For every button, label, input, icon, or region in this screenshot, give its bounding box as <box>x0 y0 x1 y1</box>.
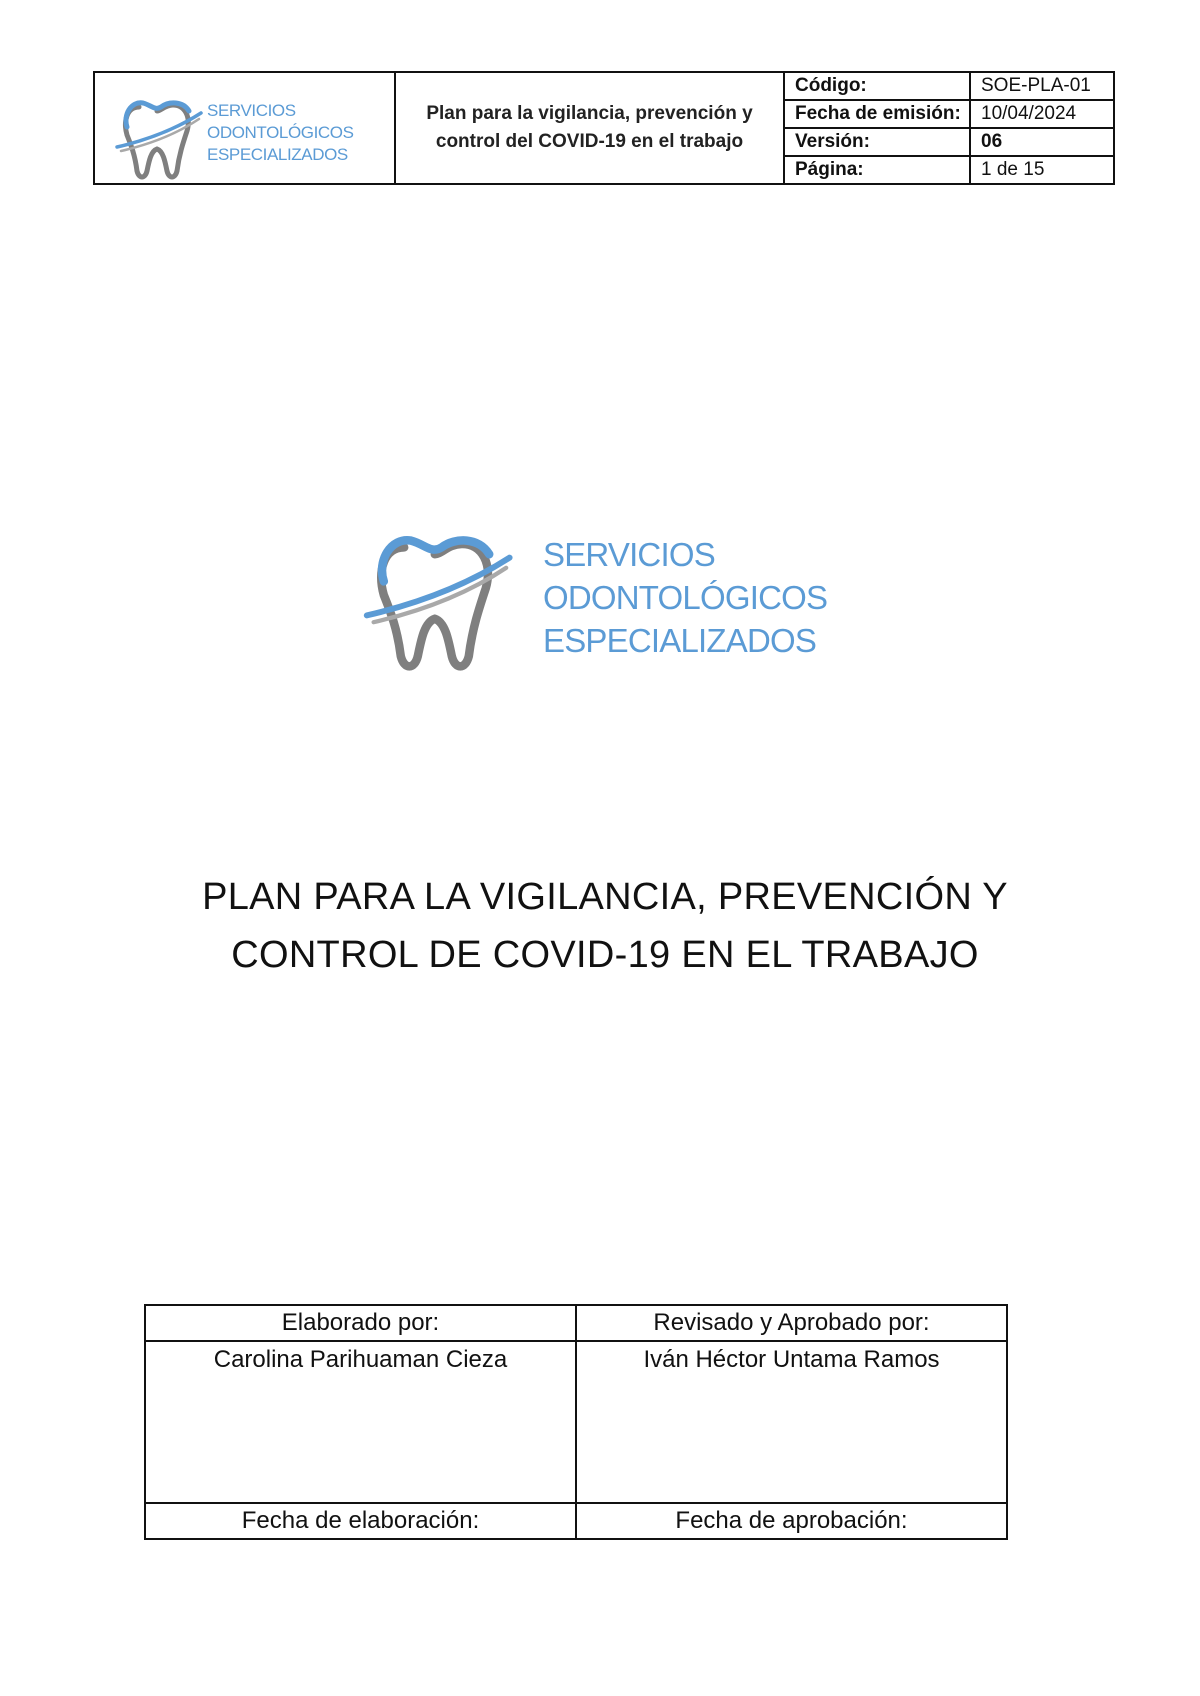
tooth-logo-icon <box>360 510 530 680</box>
cover-logo <box>360 510 860 680</box>
header-logo-line-1: SERVICIOS <box>207 101 296 120</box>
approval-date-label: Fecha de aprobación: <box>675 1507 908 1534</box>
preparation-date-label: Fecha de elaboración: <box>241 1507 480 1534</box>
document-header <box>93 71 1115 185</box>
meta-value-code: SOE-PLA-01 <box>981 75 1091 96</box>
meta-value-version: 06 <box>981 131 1003 152</box>
meta-row-version <box>785 129 1113 157</box>
prepared-by-label: Elaborado por: <box>146 1306 575 1342</box>
cover-logo-text <box>543 533 827 662</box>
meta-value-page: 1 de 15 <box>981 159 1045 180</box>
meta-label-version: Versión: <box>785 129 971 155</box>
meta-label-code: Código: <box>785 73 971 99</box>
meta-row-issue-date <box>785 101 1113 129</box>
meta-label-issue-date: Fecha de emisión: <box>785 101 971 127</box>
tooth-logo-icon <box>113 85 213 185</box>
header-meta-table <box>785 73 1113 183</box>
main-title-line-2: CONTROL DE COVID-19 EN EL TRABAJO <box>231 934 979 976</box>
reviewed-by-name: Iván Héctor Untama Ramos <box>577 1342 1006 1504</box>
meta-value-issue-date: 10/04/2024 <box>981 103 1077 124</box>
header-document-title: Plan para la vigilancia, prevención y control del COVID-19 en el trabajo <box>396 73 785 183</box>
header-logo-line-2: ODONTOLÓGICOS <box>207 123 354 142</box>
cover-logo-line-3: ESPECIALIZADOS <box>543 622 817 659</box>
approval-table <box>144 1304 1008 1540</box>
meta-label-page: Página: <box>785 157 971 183</box>
reviewed-column <box>577 1306 1006 1538</box>
document-main-title <box>150 868 1060 984</box>
meta-row-page <box>785 157 1113 183</box>
prepared-by-name: Carolina Parihuaman Cieza <box>146 1342 575 1504</box>
header-logo <box>95 73 396 183</box>
prepared-column <box>146 1306 577 1538</box>
cover-logo-line-1: SERVICIOS <box>543 536 715 573</box>
main-title-line-1: PLAN PARA LA VIGILANCIA, PREVENCIÓN Y <box>202 876 1008 918</box>
meta-row-code <box>785 73 1113 101</box>
cover-logo-line-2: ODONTOLÓGICOS <box>543 579 828 616</box>
header-logo-line-3: ESPECIALIZADOS <box>207 145 348 164</box>
reviewed-by-label: Revisado y Aprobado por: <box>577 1306 1006 1342</box>
header-logo-text <box>207 100 354 166</box>
